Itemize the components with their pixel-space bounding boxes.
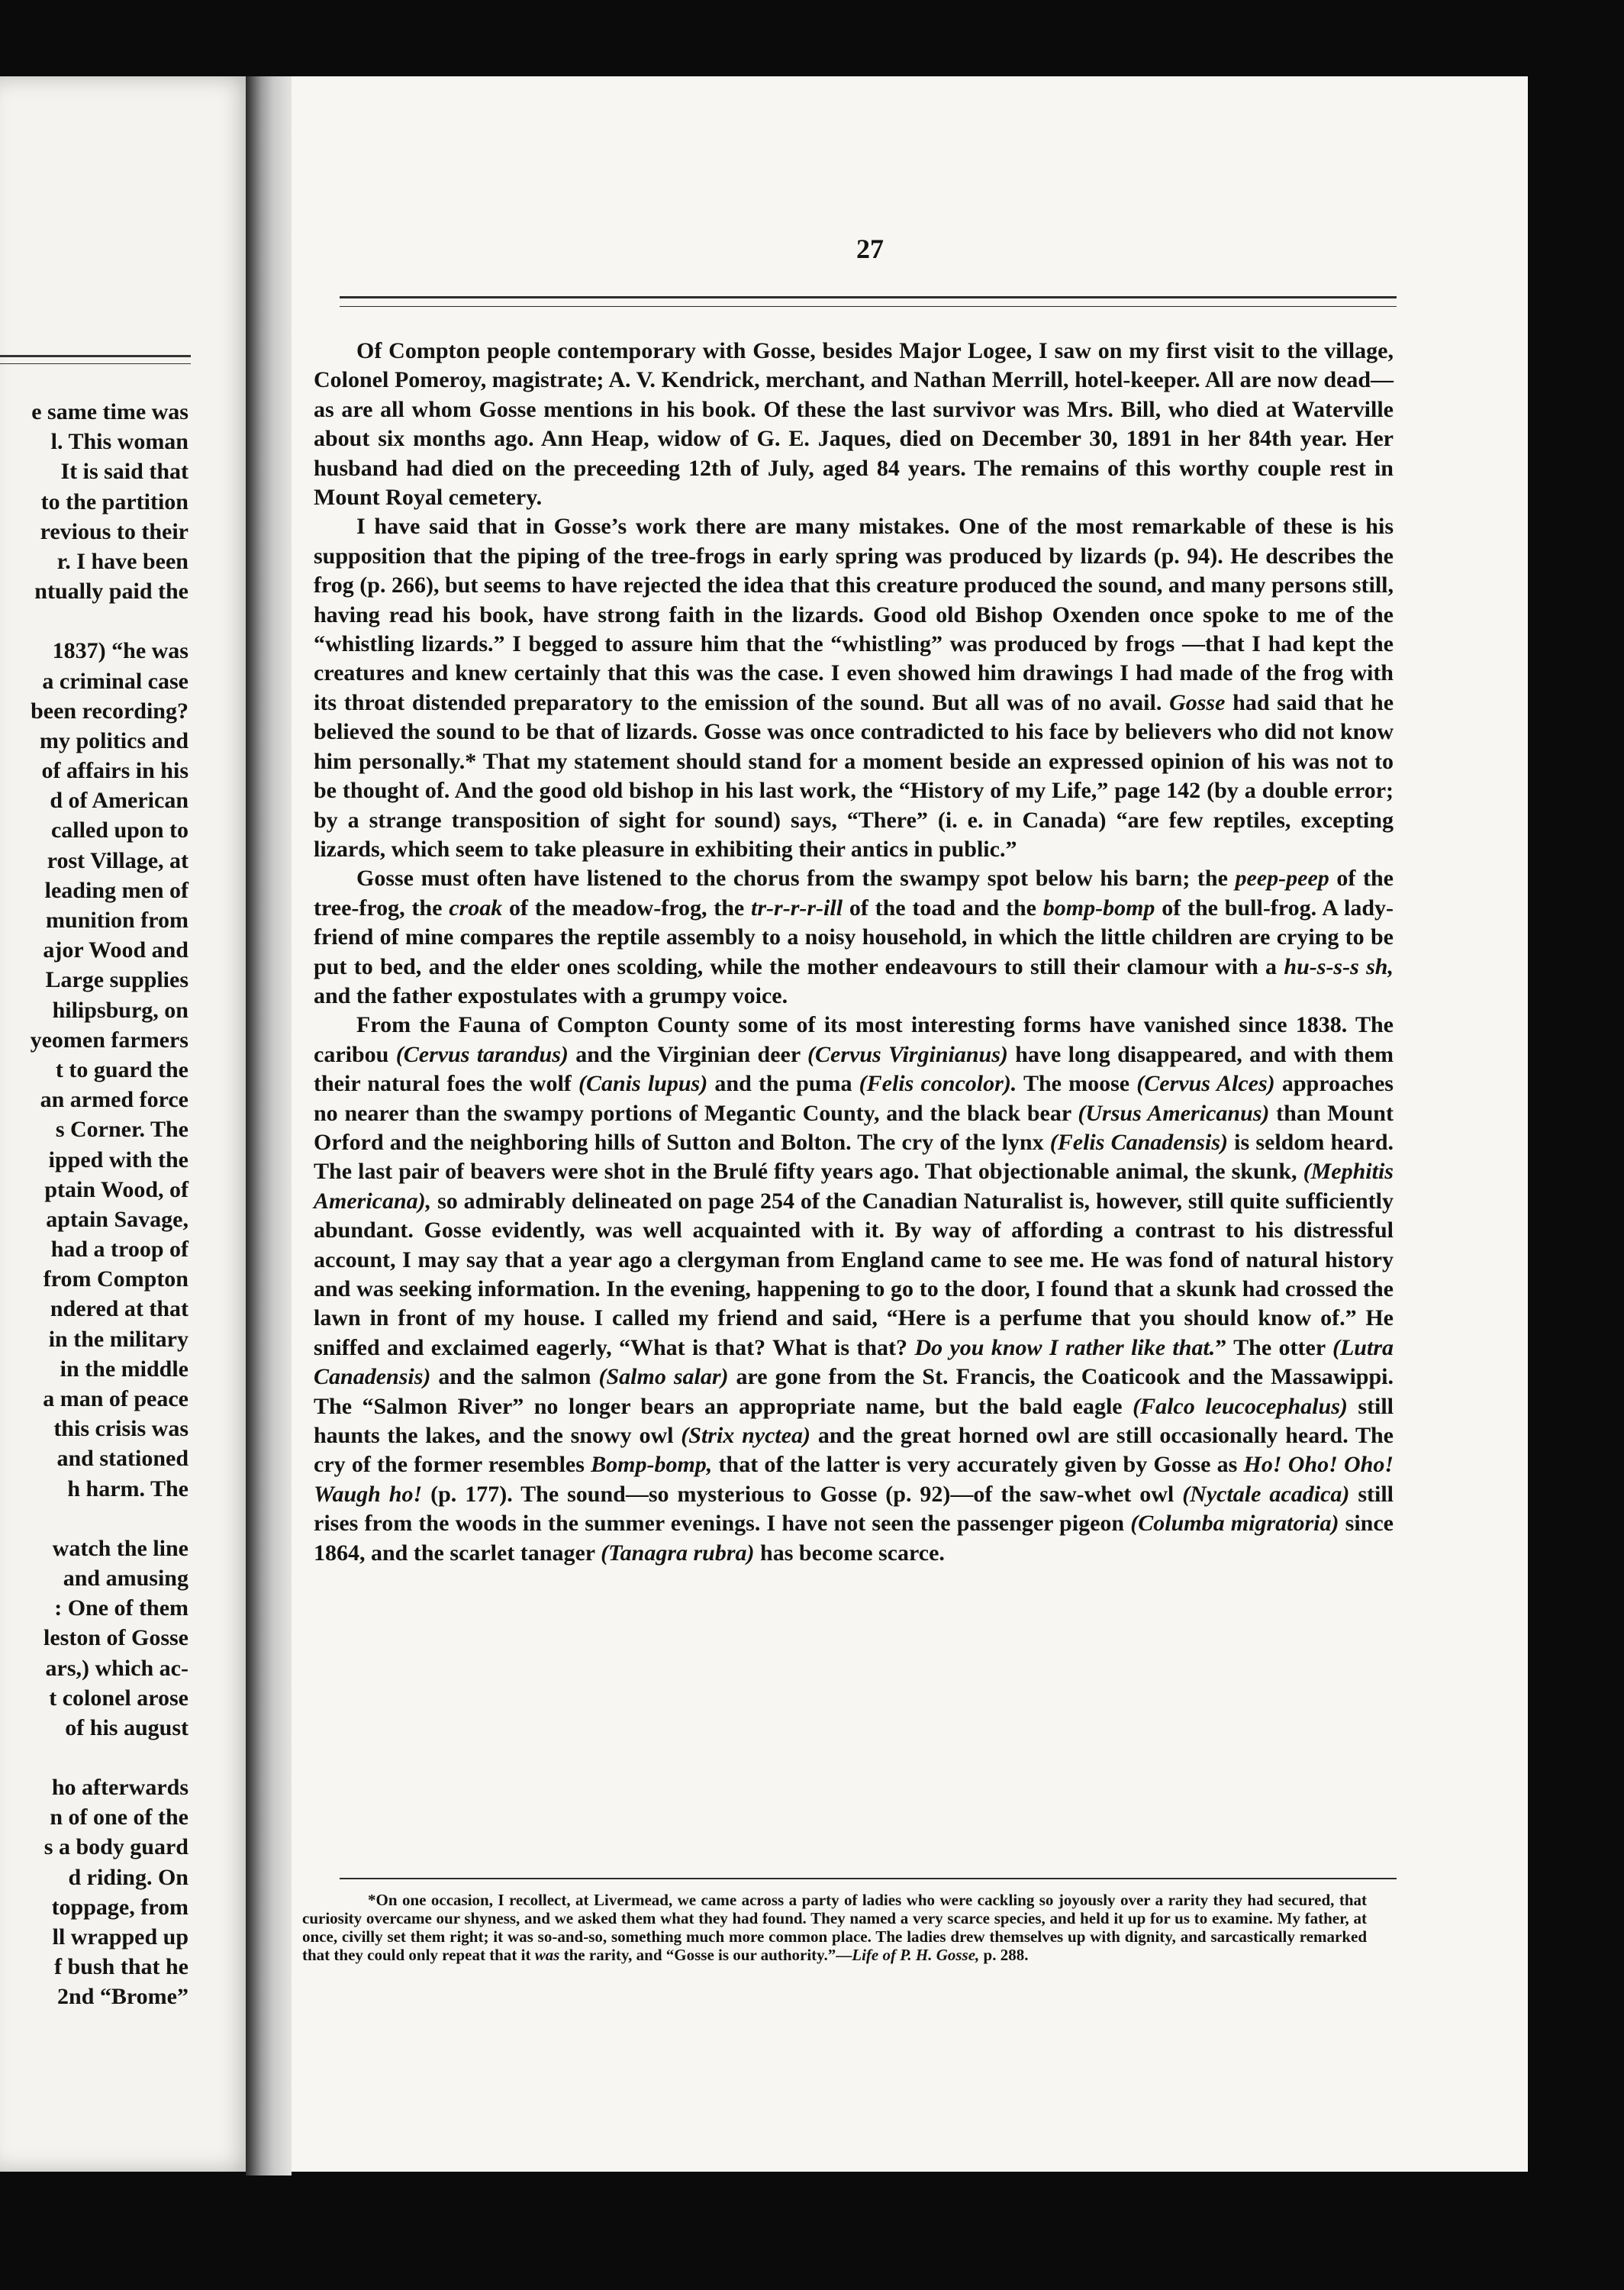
italic-text: (Mephitis Americana), — [314, 1159, 1394, 1214]
italic-text: (Ursus Americanus) — [1078, 1100, 1270, 1126]
left-page-line: to the partition — [40, 489, 188, 514]
left-page-line: s Corner. The — [55, 1117, 188, 1143]
main-text-body — [314, 337, 1394, 1568]
left-page-line: yeomen farmers — [30, 1027, 188, 1053]
paragraph-text: The moose — [1017, 1071, 1137, 1097]
left-page-line: called upon to — [50, 818, 188, 843]
italic-text: was — [534, 1946, 560, 1964]
paragraph-text: Gosse must often have listened to the chorus from the swampy spot below his barn; the — [356, 866, 1236, 892]
italic-text: (Nyctale acadica) — [1182, 1481, 1350, 1507]
paragraph-text: of the meadow-frog, the — [502, 895, 752, 921]
left-page-line: l. This woman — [50, 429, 188, 455]
italic-text: peep-peep — [1235, 866, 1329, 892]
italic-text: (Tanagra rubra) — [601, 1540, 755, 1566]
left-page-line: in the military — [48, 1326, 188, 1352]
paragraph-text: approaches no nearer than the swampy portions of Megantic County, and the black bear — [314, 1071, 1394, 1126]
left-page-line: t colonel arose — [49, 1685, 188, 1711]
left-page-line: of his august — [65, 1714, 188, 1740]
left-page-line: : One of them — [54, 1595, 188, 1621]
italic-text: (Cervus Alces) — [1136, 1071, 1275, 1097]
left-page-line: leston of Gosse — [44, 1625, 188, 1651]
paragraph-text: since 1864, and the scarlet tanager — [314, 1511, 1394, 1566]
paragraph-text: of the tree-frog, the — [314, 866, 1394, 921]
left-page-line: revious to their — [40, 518, 188, 544]
left-page-line: watch the line — [52, 1535, 188, 1561]
italic-text: (Felis concolor). — [859, 1071, 1017, 1097]
left-facing-page — [0, 76, 256, 2172]
paragraph-text: that of the latter is very accurately given by Gosse as — [712, 1452, 1244, 1478]
left-page-line: aptain Savage, — [46, 1206, 188, 1232]
left-page-line: t to guard the — [55, 1056, 188, 1082]
page-number: 27 — [856, 234, 884, 264]
italic-text: croak — [449, 895, 503, 921]
left-page-line: e same time was — [31, 399, 188, 424]
paragraph-text: ” The otter — [1215, 1334, 1332, 1360]
paragraph-fauna — [314, 1011, 1394, 1568]
footnote-page: p. 288. — [979, 1946, 1029, 1964]
line-gap — [0, 1743, 188, 1772]
italic-text: (Lutra Canadensis) — [314, 1334, 1394, 1390]
left-page-line: a man of peace — [43, 1386, 188, 1411]
header-rule — [340, 296, 1397, 307]
left-page-line: ho afterwards — [51, 1775, 188, 1801]
paragraph-text: still haunts the lakes, and the snowy owl — [314, 1393, 1394, 1449]
left-page-line: r. I have been — [56, 548, 188, 574]
left-page-line: munition from — [46, 908, 188, 933]
left-page-line: a criminal case — [42, 668, 188, 694]
left-page-line: rost Village, at — [47, 847, 188, 873]
paragraph-text: Of Compton people contemporary with Gosse, besides Major Logee, I saw on my first visit to the village, Colonel Pomeroy, magistrate; A. V. Kendrick, merchant, and Nathan Merrill, hotel-keeper. All are now dead—as are all whom Gosse mentions in his book. Of these the last survivor was Mrs. Bill, who died at Waterville about six months ago. Ann Heap, widow of G. E. Jaques, died on December 30, 1891 in her 84th year. Her husband had died on the preceeding 12th of July, aged 84 years. The remains of this worthy couple rest in Mount Royal cemetery. — [314, 338, 1394, 511]
paragraph-text: had said that he believed the sound to be that of lizards. Gosse was once contradicted to his face by believers who did not know him personally.* That my statement should stand for a moment beside an expressed opinion of his was not to be thought of. And the good old bishop in his last work, the “History of my Life,” page 142 (by a double error; by a strange transposition of sight for sound) says, “There” (i. e. in Canada) “are few reptiles, excepting lizards, which seem to take pleasure in exhibiting their antics in public.” — [314, 689, 1394, 862]
left-page-line: been recording? — [31, 698, 188, 724]
left-page-line: ajor Wood and — [43, 937, 188, 963]
left-page-line: an armed force — [40, 1087, 188, 1113]
left-page-line: h harm. The — [67, 1476, 188, 1501]
left-page-line: of affairs in his — [41, 758, 188, 784]
left-page-line: and amusing — [63, 1565, 188, 1591]
left-page-line: 2nd “Brome” — [57, 1984, 188, 2010]
left-page-line: had a troop of — [50, 1237, 188, 1263]
left-page-line: and stationed — [56, 1446, 188, 1472]
left-page-line: in the middle — [60, 1356, 188, 1382]
footnote-text: *On one occasion, I recollect, at Livermead, we came across a party of ladies who were cackling so joyously over a rarity they had secured, that curiosity overcame our shyness, and we asked them what they had found. They named a very scarce species, and held it up for us to examine. My father, at once, civilly set them right; it was so-and-so, something much more common place. The ladies drew themselves up with dignity, and sarcastically remarked that they could only repeat that it — [302, 1891, 1367, 1964]
italic-text: Bomp-bomp, — [591, 1452, 713, 1478]
left-page-line: Large supplies — [45, 967, 188, 993]
line-gap — [0, 1504, 188, 1534]
paragraph-text: so admirably delineated on page 254 of the Canadian Naturalist is, however, still quite sufficiently abundant. Gosse evidently, was well acquainted with it. By way of affording a contrast to his distressful account, I may say that a year ago a clergyman from England came to see me. He was fond of natural history and was seeking information. In the evening, happening to go to the door, I found that a skunk had crossed the lawn in front of my house. I called my friend and said, “Here is a perfume that you should know of.” He sniffed and exclaimed eagerly, “What is that? What is that? — [314, 1188, 1394, 1360]
footnote — [302, 1891, 1367, 1964]
italic-text: (Falco leucocephalus) — [1133, 1393, 1348, 1419]
paragraph-text: From the Fauna of Compton County some of its most interesting forms have vanished since 1838. The caribou — [314, 1012, 1394, 1067]
left-page-line: s a body guard — [44, 1834, 188, 1860]
paragraph-text: still rises from the woods in the summer evenings. I have not seen the passenger pigeon — [314, 1481, 1394, 1537]
paragraph-text: and the great horned owl are still occasionally heard. The cry of the former resembles — [314, 1423, 1394, 1478]
paragraph-text: and the Virginian deer — [568, 1041, 808, 1067]
left-page-line: from Compton — [43, 1266, 188, 1292]
left-page-line: f bush that he — [54, 1954, 188, 1980]
footnote-source: Life of P. H. Gosse, — [852, 1946, 980, 1964]
paragraph-chorus — [314, 864, 1394, 1011]
paragraph-text: has become scarce. — [754, 1540, 945, 1566]
paragraph-mistakes — [314, 512, 1394, 864]
book-gutter — [246, 76, 292, 2176]
left-page-line: d of American — [50, 788, 188, 814]
line-gap — [0, 606, 188, 636]
left-page-line: 1837) “he was — [52, 638, 188, 664]
paragraph-compton-people — [314, 337, 1394, 512]
left-page-line: d riding. On — [68, 1864, 188, 1890]
italic-text: Do you know I rather like that. — [914, 1334, 1216, 1360]
left-page-line: ptain Wood, of — [44, 1176, 188, 1202]
italic-text: Gosse — [1169, 689, 1226, 715]
left-page-line: my politics and — [39, 727, 188, 753]
left-page-line: n of one of the — [50, 1805, 188, 1830]
italic-text: (Cervus tarandus) — [395, 1041, 569, 1067]
left-page-text-column — [0, 397, 188, 2012]
left-page-line: ipped with the — [48, 1147, 188, 1172]
paragraph-text: I have said that in Gosse’s work there are many mistakes. One of the most remarkable of these is his supposition that the piping of the tree-frogs in early spring was produced by lizards (p. 94). He describes the frog (p. 266), but seems to have rejected the idea that this creature produced the sound, and many persons still, having read his book, have strong faith in the lizards. Good old Bishop Oxenden once spoke to me of the “whistling lizards.” I begged to assure him that the “whistling” was produced by frogs —that I had kept the creatures and knew certainly that this was the case. I even showed him drawings I had made of the frog with its throat distended preparatory to the emission of the sound. But all was of no avail. — [314, 514, 1394, 715]
paragraph-text: are gone from the St. Francis, the Coaticook and the Massawippi. The “Salmon River” no longer bears an appropriate name, but the bald eagle — [314, 1364, 1394, 1419]
left-page-line: leading men of — [44, 877, 188, 903]
italic-text: (Felis Canadensis) — [1049, 1129, 1228, 1155]
paragraph-text: of the bull-frog. A lady-friend of mine compares the reptile assembly to a noisy household, in which the little children are crying to be put to bed, and the elder ones scolding, while the mother endeavours to still their clamour with a — [314, 895, 1394, 979]
italic-text: tr-r-r-r-ill — [751, 895, 843, 921]
paragraph-text: than Mount Orford and the neighboring hills of Sutton and Bolton. The cry of the lynx — [314, 1100, 1394, 1155]
left-page-line: toppage, from — [51, 1894, 188, 1920]
left-page-line: ll wrapped up — [52, 1924, 188, 1950]
footnote-rule — [340, 1878, 1397, 1879]
left-page-line: It is said that — [60, 459, 188, 485]
paragraph-text: of the toad and the — [843, 895, 1043, 921]
paragraph-text: is seldom heard. The last pair of beavers were shot in the Brulé fifty years ago. That objectionable animal, the skunk, — [314, 1129, 1394, 1185]
italic-text: (Salmo salar) — [598, 1364, 729, 1390]
footnote-paragraph — [302, 1891, 1367, 1964]
italic-text: (Strix nyctea) — [681, 1423, 811, 1449]
paragraph-text: have long disappeared, and with them their natural foes the wolf — [314, 1041, 1394, 1097]
footnote-text: the rarity, and “Gosse is our authority.”— — [559, 1946, 852, 1964]
paragraph-text: and the puma — [707, 1071, 859, 1097]
left-page-line: this crisis was — [53, 1416, 188, 1442]
italic-text: bomp-bomp — [1042, 895, 1155, 921]
left-page-line: ntually paid the — [34, 579, 188, 605]
paragraph-text: (p. 177). The sound—so mysterious to Gosse (p. 92)—of the saw-whet owl — [422, 1481, 1183, 1507]
left-page-rule — [0, 355, 191, 364]
italic-text: hu-s-s-s sh, — [1284, 953, 1394, 979]
left-page-line: ars,) which ac- — [45, 1655, 188, 1681]
left-page-line: hilipsburg, on — [52, 997, 188, 1023]
italic-text: (Cervus Virginianus) — [807, 1041, 1008, 1067]
italic-text: (Canis lupus) — [578, 1071, 708, 1097]
italic-text: (Columba migratoria) — [1130, 1511, 1339, 1537]
paragraph-text: and the salmon — [430, 1364, 599, 1390]
left-page-line: ndered at that — [50, 1296, 188, 1322]
italic-text: Ho! Oho! Oho! Waugh ho! — [314, 1452, 1394, 1507]
paragraph-text: and the father expostulates with a grumpy voice. — [314, 982, 788, 1008]
